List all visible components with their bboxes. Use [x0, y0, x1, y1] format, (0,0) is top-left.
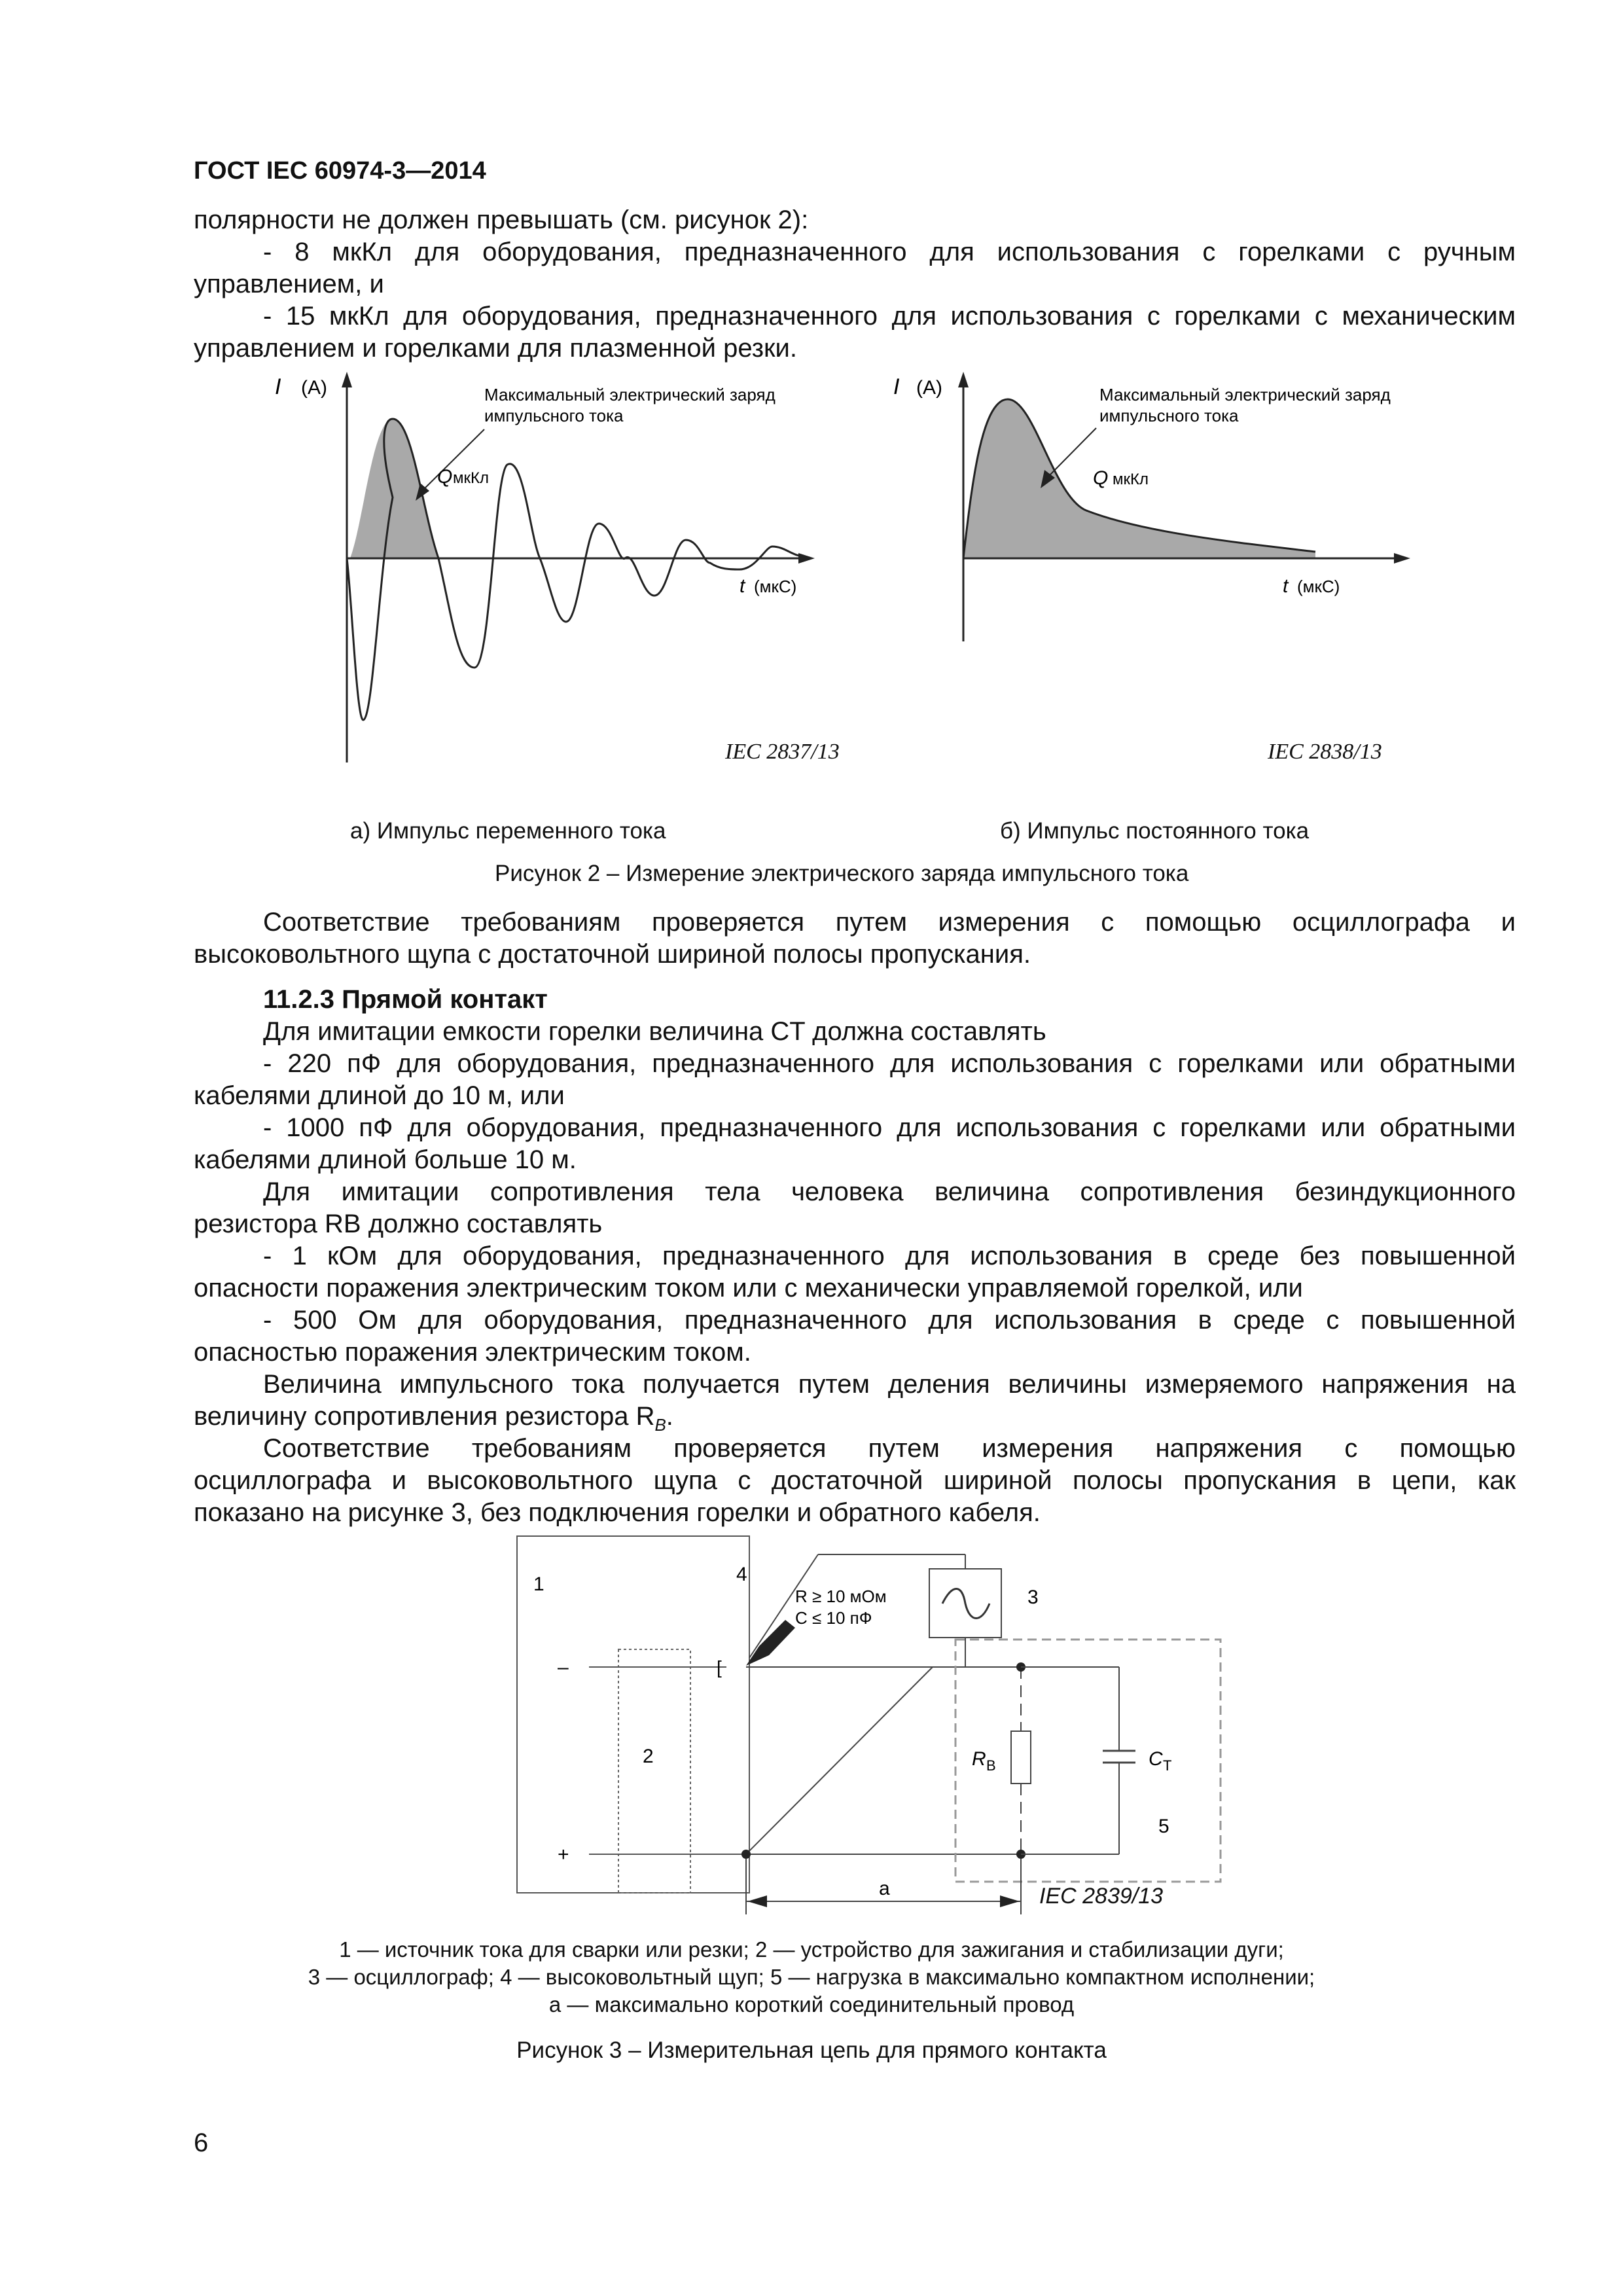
y-axis-label: I [275, 374, 281, 399]
section-item-220: - 220 пФ для оборудования, предназначенного для использования с горелками или обратными [263, 1049, 1516, 1078]
check-paragraph-1-cont: высоковольтного щупа с достаточной шириной полосы пропускания. [194, 940, 1031, 969]
list-item-8-cont: управлением, и [194, 270, 384, 298]
rb-label: R [972, 1748, 986, 1770]
section-item-1kohm: - 1 кОм для оборудования, предназначенного для использования в среде без повышенной [263, 1242, 1516, 1270]
section-p3-cont: величину сопротивления резистора $R_B$. [194, 1402, 673, 1435]
document-header: ГОСТ IEC 60974-3—2014 [194, 157, 486, 185]
section-p4: Соответствие требованиям проверяется путем измерения напряжения с помощью [263, 1434, 1516, 1463]
dim-arrow-left [747, 1895, 767, 1907]
ct-sub: T [1163, 1757, 1172, 1774]
section-heading: 11.2.3 Прямой контакт [263, 985, 548, 1014]
annotation-line1: Максимальный электрический заряд [1099, 385, 1391, 404]
dim-arrow-right [1000, 1895, 1020, 1907]
check-paragraph-1: Соответствие требованиям проверяется путем измерения с помощью осциллографа и [263, 908, 1516, 937]
figure2-title: Рисунок 2 – Измерение электрического заряда импульсного тока [495, 861, 1189, 886]
ignition-device-box [618, 1649, 690, 1893]
figure3-circuit-diagram [504, 1528, 1237, 1934]
legend-line-2: 3 — осциллограф; 4 — высоковольтный щуп; 5 — нагрузка в максимально компактном исполнении; [308, 1965, 1315, 1989]
probe-resistance: R ≥ 10 мОм [795, 1587, 887, 1606]
welding-source-box [517, 1536, 749, 1893]
probe-ground-wire [746, 1667, 933, 1854]
figure2-right-caption: б) Импульс постоянного тока [1000, 818, 1310, 844]
figure2-ac-pulse-chart [249, 367, 838, 772]
x-axis-unit: (мкС) [754, 577, 797, 596]
annotation-leader [1047, 428, 1096, 478]
section-item-500ohm-cont: опасностью поражения электрическим током. [194, 1338, 751, 1367]
x-axis-unit: (мкС) [1297, 577, 1340, 596]
legend-line-1: 1 — источник тока для сварки или резки; 2 — устройство для зажигания и стабилизации дуги; [339, 1937, 1284, 1962]
section-p4-cont1: осциллографа и высоковольтного щупа с достаточной шириной полосы пропускания в цепи, как [194, 1466, 1516, 1495]
probe-lead [749, 1554, 818, 1658]
label-2: 2 [643, 1746, 654, 1767]
label-1: 1 [533, 1573, 544, 1595]
q-label: Q [437, 466, 453, 488]
section-item-220-cont: кабелями длиной до 10 м, или [194, 1081, 565, 1110]
section-p2: Для имитации сопротивления тела человека величина сопротивления безиндукционного [263, 1177, 1516, 1206]
list-item-8: - 8 мкКл для оборудования, предназначенного для использования с горелками с ручным [263, 238, 1516, 266]
y-axis-unit: (A) [916, 377, 942, 399]
q-unit: мкКл [453, 469, 489, 487]
rb-sub: B [986, 1757, 996, 1774]
ct-label: C [1149, 1748, 1163, 1770]
section-item-1000: - 1000 пФ для оборудования, предназначенного для использования с горелками или обратными [263, 1113, 1516, 1142]
label-3: 3 [1027, 1587, 1039, 1608]
plus-terminal: + [558, 1844, 569, 1865]
legend-line-3: a — максимально короткий соединительный провод [548, 1992, 1075, 2017]
figure2-right-code: IEC 2838/13 [1268, 740, 1382, 764]
dimension-a-label: a [879, 1878, 890, 1899]
minus-terminal: – [558, 1657, 569, 1678]
page-number: 6 [194, 2128, 209, 2157]
figure3-code: IEC 2839/13 [1039, 1884, 1164, 1909]
list-item-15: - 15 мкКл для оборудования, предназначенного для использования с горелками с механическим [263, 302, 1516, 331]
x-axis-arrow [798, 553, 815, 564]
y-axis-label: I [893, 374, 900, 399]
intro-line: полярности не должен превышать (см. рисунок 2): [194, 206, 809, 234]
x-axis-label: t [1283, 575, 1289, 597]
q-unit: мкКл [1113, 471, 1149, 488]
section-item-500ohm: - 500 Ом для оборудования, предназначенного для использования в среде с повышенной [263, 1306, 1516, 1335]
y-axis-arrow [342, 372, 352, 387]
y-axis-arrow [958, 372, 969, 387]
probe-capacitance: C ≤ 10 пФ [795, 1608, 872, 1628]
figure2-left-code: IEC 2837/13 [725, 740, 840, 764]
q-label: Q [1093, 467, 1109, 489]
figure3-title: Рисунок 3 – Измерительная цепь для прямого контакта [516, 2037, 1107, 2063]
annotation-line2: импульсного тока [484, 406, 624, 425]
sine-wave-icon [942, 1589, 990, 1619]
label-4: 4 [736, 1564, 747, 1585]
figure2-dc-pulse-chart [883, 367, 1420, 655]
clamp-minus-glyph: [ [717, 1657, 722, 1677]
section-item-1kohm-cont: опасности поражения электрическим током или с механически управляемой горелкой, или [194, 1274, 1303, 1302]
section-p1: Для имитации емкости горелки величина CT должна составлять [263, 1017, 1046, 1046]
resistor-rb [1011, 1731, 1031, 1784]
section-p3: Величина импульсного тока получается путем деления величины измеряемого напряжения на [263, 1370, 1516, 1399]
section-p2-cont: резистора RB должно составлять [194, 1210, 603, 1238]
list-item-15-cont: управлением и горелками для плазменной резки. [194, 334, 797, 363]
x-axis-label: t [740, 575, 745, 597]
section-p4-cont2: показано на рисунке 3, без подключения горелки и обратного кабеля. [194, 1498, 1041, 1527]
oscillation-curve [347, 419, 805, 720]
y-axis-unit: (A) [301, 377, 327, 399]
figure2-left-caption: а) Импульс переменного тока [350, 818, 666, 844]
label-5: 5 [1158, 1816, 1169, 1837]
x-axis-arrow [1394, 553, 1410, 564]
annotation-line1: Максимальный электрический заряд [484, 385, 776, 404]
node-plus [741, 1850, 751, 1859]
figure3-legend [0, 1936, 1623, 2018]
annotation-line2: импульсного тока [1099, 406, 1239, 425]
section-item-1000-cont: кабелями длиной больше 10 м. [194, 1145, 577, 1174]
